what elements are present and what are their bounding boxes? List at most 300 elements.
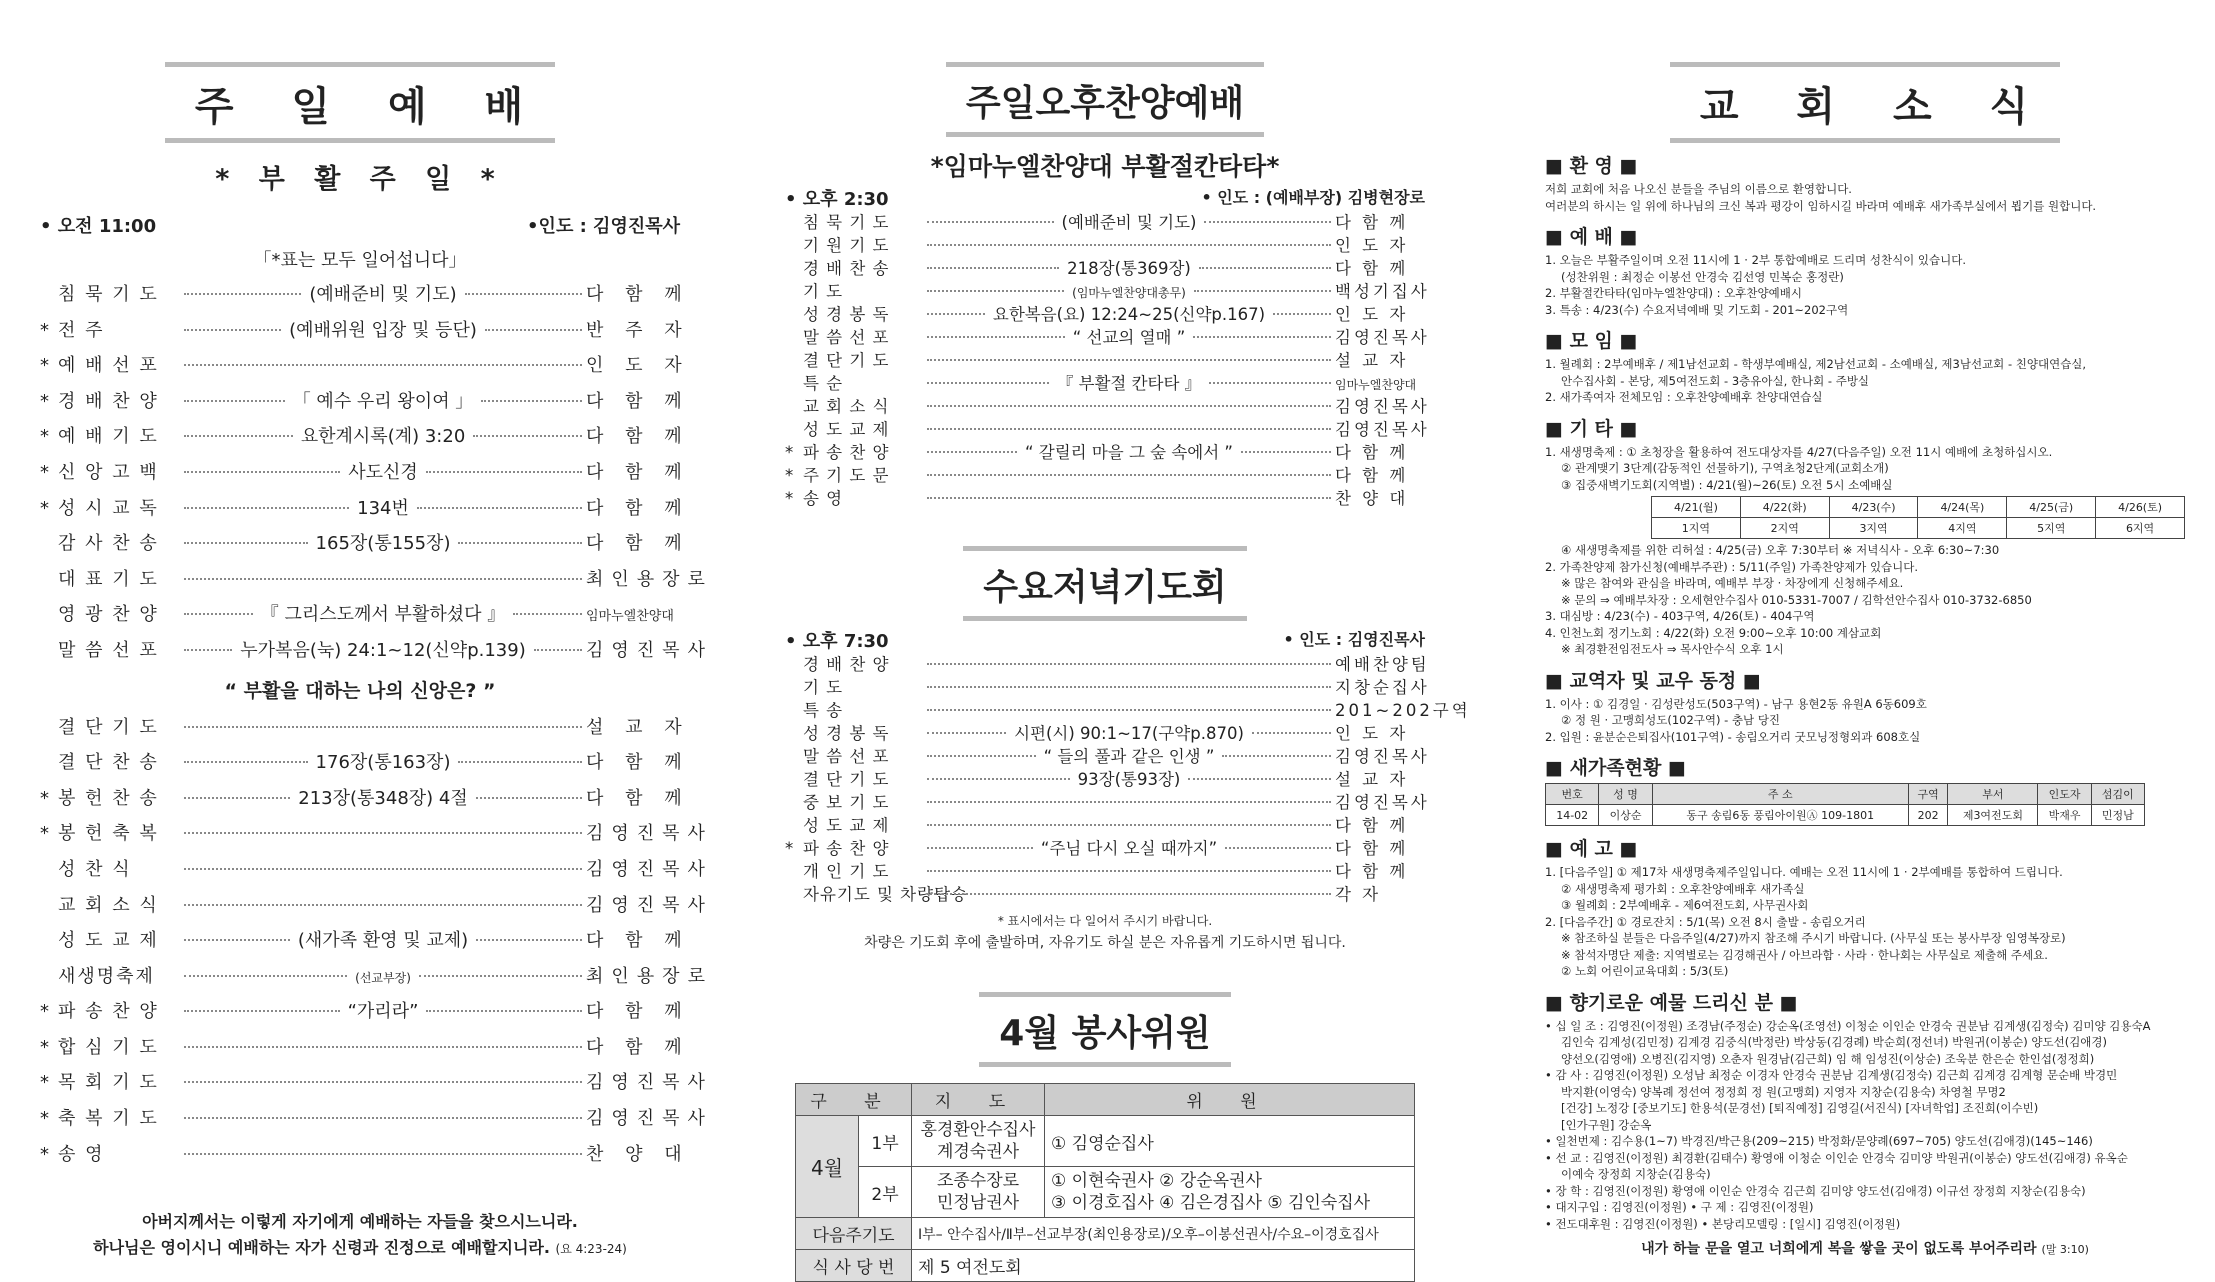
stand-note: 「*표는 모두 일어섭니다」: [253, 250, 467, 271]
order-row: [785, 766, 1425, 789]
dot-leader: [1188, 778, 1331, 780]
dawn-prayer-schedule: [1651, 496, 2185, 539]
volunteers-table: [795, 1083, 1415, 1282]
dot-leader: [465, 293, 582, 295]
notice-list: [1545, 864, 2185, 980]
newfamily-cell: 14-02: [1546, 805, 1599, 826]
news-line: ※ 참조하실 분들은 다음주일(4/27)까지 참조해 주시기 바랍니다. (사무실 또는 봉사부장 임영복장로): [1561, 931, 2066, 945]
news-line: • 전도대후원 : 김영진(이정원) • 본당리모델링 : [일시] 김영진(이정원): [1545, 1216, 1901, 1231]
dot-leader: [927, 313, 985, 315]
order-detail: (임마누엘찬양대총무): [1072, 286, 1186, 300]
schedule-day: 4/25(금): [2007, 497, 2096, 518]
order-person: 다 함 께: [1335, 466, 1409, 485]
order-person: 201~202구역: [1335, 701, 1471, 720]
order-label: 대 표 기 도: [58, 568, 159, 590]
order-label: 목 회 기 도: [58, 1072, 159, 1094]
order-row: [785, 255, 1425, 278]
news-line: ※ 참석자명단 제출: 지역별로는 김경해권사 / 아브라함 · 사라 · 한나회는 사무실로 제출해 주세요.: [1561, 947, 2048, 962]
order-detail: 165장(통155장): [315, 533, 451, 555]
standing-mark: *: [40, 426, 49, 448]
order-person: 다 함 께: [586, 1001, 690, 1023]
order-row: [785, 232, 1425, 255]
dot-leader: [927, 778, 1070, 780]
order-person: 김영진목사: [1335, 420, 1430, 439]
vol-month: 4월: [796, 1116, 859, 1218]
dot-leader: [927, 801, 1331, 803]
order-person: 설 교 자: [1335, 770, 1409, 789]
staff-heading: ■ 교역자 및 교우 동정 ■: [1545, 669, 1761, 692]
dot-leader: [184, 613, 253, 615]
schedule-day: 4/21(월): [1652, 497, 1741, 518]
dot-leader: [184, 726, 582, 728]
news-line: 이예숙 장정희 지창순(김용숙): [1561, 1167, 1711, 1181]
order-detail: 『 부활절 칸타타 』: [1056, 374, 1202, 393]
standing-mark: *: [40, 823, 49, 845]
order-person: 임마누엘찬양대: [1335, 378, 1417, 392]
order-row: [785, 324, 1430, 347]
etc-list-2: [1545, 542, 2185, 658]
wednesday-note-1: * 표시에서는 다 일어서 주시기 바랍니다.: [997, 914, 1213, 928]
sunday-header: [40, 206, 680, 240]
dot-leader: [184, 832, 582, 834]
dot-leader: [184, 507, 349, 509]
standing-mark: *: [785, 489, 794, 508]
order-row: [40, 316, 690, 352]
afternoon-header: [785, 183, 1425, 209]
order-row: [785, 674, 1430, 697]
sunday-subtitle: * 부 활 주 일 *: [215, 164, 505, 195]
order-person: 김영진목사: [586, 1108, 713, 1130]
order-person: 다 함 께: [586, 390, 690, 412]
order-row: [785, 439, 1425, 462]
worship-heading: ■ 예 배 ■: [1545, 226, 1638, 248]
order-label: 송 영: [58, 1143, 105, 1165]
verse-line-1: 아버지께서는 이렇게 자기에게 예배하는 자들을 찾으시느니라.: [142, 1212, 578, 1232]
order-row: [40, 494, 690, 530]
order-row: [40, 891, 713, 927]
order-row: [40, 962, 713, 998]
order-row: [40, 1068, 713, 1104]
news-line: [건강] 노정강 [중보기도] 한용석(문경선) [퇴직예정] 김영길(서진식) [자녀학업] 조진희(이수빈): [1561, 1101, 2039, 1115]
afternoon-order: [785, 209, 1430, 508]
dot-leader: [419, 975, 582, 977]
order-person: 각 자: [1335, 885, 1382, 904]
order-label: 자유기도 및 차량탑승: [803, 885, 968, 904]
offering-heading: ■ 향기로운 예물 드리신 분 ■: [1545, 991, 1798, 1014]
vol-head-group: 구 분: [796, 1084, 912, 1116]
news-line: 1. [다음주일] ① 제17차 새생명축제주일입니다. 예배는 오전 11시에 1 · 2부예배를 통합하여 드립니다.: [1545, 865, 2063, 879]
order-detail: (새가족 환영 및 교제): [297, 930, 469, 952]
staff-list: [1545, 696, 2185, 746]
vol-next-label: 다음주기도: [796, 1218, 912, 1250]
schedule-day: 4/23(수): [1829, 497, 1918, 518]
order-label: 예 배 기 도: [58, 426, 159, 448]
order-row: [40, 422, 690, 458]
order-label: 파 송 찬 양: [58, 1001, 159, 1023]
order-detail: 176장(통163장): [315, 752, 451, 774]
order-row: [40, 1033, 690, 1069]
dot-leader: [927, 451, 1017, 453]
wednesday-title: 수요저녁기도회: [963, 546, 1246, 621]
order-label: 중 보 기 도: [803, 793, 890, 812]
order-person: 김영진목사: [586, 823, 713, 845]
dot-leader: [1241, 451, 1331, 453]
order-detail: “ 들의 풀과 같은 인생 ”: [1043, 747, 1215, 766]
order-row: [785, 651, 1430, 674]
order-person: 찬 양 대: [586, 1143, 690, 1165]
news-column: [1545, 0, 2185, 1258]
order-label: 결 단 기 도: [803, 351, 890, 370]
news-line: • 선 교 : 김영진(이정원) 최경환(김태수) 황영애 이청순 이인순 안경숙 김미양 박원귀(이봉순) 양도선(김애경) 유옥순: [1545, 1150, 2128, 1165]
dot-leader: [927, 709, 1331, 711]
order-person: 설 교 자: [586, 716, 690, 738]
order-label: 봉 헌 축 복: [58, 823, 159, 845]
order-detail: 『 그리스도께서 부활하셨다 』: [260, 604, 506, 626]
news-title: 교 회 소 식: [1670, 62, 2060, 143]
order-row: [785, 858, 1425, 881]
standing-mark: *: [40, 1108, 49, 1130]
afternoon-time: • 오후 2:30: [785, 189, 889, 210]
order-row: [785, 370, 1425, 393]
order-row: [785, 697, 1471, 720]
order-row: [40, 636, 713, 672]
order-person: 김영진목사: [586, 1072, 713, 1094]
order-row: [40, 997, 690, 1033]
standing-mark: *: [40, 787, 49, 809]
news-line: ※ 문의 ⇒ 예배부차장 : 오세현안수집사 010-5331-7007 / 김학선안수집사 010-3732-6850: [1561, 592, 2032, 607]
dot-leader: [927, 755, 1036, 757]
schedule-day: 4/26(토): [2096, 497, 2185, 518]
dot-leader: [927, 267, 1059, 269]
news-line: 3. 대심방 : 4/23(수) - 403구역, 4/26(토) - 404구역: [1545, 609, 1815, 623]
dot-leader: [534, 649, 582, 651]
order-label: 새생명축제: [58, 965, 155, 987]
order-label: 신 앙 고 백: [58, 461, 159, 483]
wednesday-order: [785, 651, 1471, 904]
order-person: 다 함 께: [1335, 839, 1409, 858]
afternoon-leader: • 인도 : (예배부장) 김병현장로: [1201, 188, 1425, 207]
schedule-area: 2지역: [1740, 518, 1829, 539]
order-person: 최인용장로: [586, 965, 713, 987]
dot-leader: [184, 1046, 582, 1048]
dot-leader: [184, 939, 290, 941]
order-detail: 사도신경: [348, 461, 418, 483]
order-label: 봉 헌 찬 송: [58, 787, 159, 809]
order-label: 경 배 찬 양: [803, 655, 890, 674]
order-person: 다 함 께: [586, 533, 690, 555]
vol-guide-1: 홍경환안수집사 계경숙권사: [912, 1116, 1045, 1167]
newfamily-cell: 202: [1908, 805, 1947, 826]
newfamily-heading: ■ 새가족현황 ■: [1545, 757, 1686, 779]
dot-leader: [927, 732, 1006, 734]
schedule-area: 1지역: [1652, 518, 1741, 539]
news-line: 2. 가족찬양제 참가신청(예배부주관) : 5/11(주일) 가족찬양제가 있습니다.: [1545, 559, 1919, 574]
news-line: 박지환(이영숙) 양복례 정선여 정정희 정 원(고맹희) 지영자 지창순(김용숙) 차영철 무명2: [1561, 1084, 2006, 1099]
order-label: 결 단 찬 송: [58, 752, 159, 774]
etc-list-1: [1545, 444, 2185, 494]
dot-leader: [184, 542, 308, 544]
order-label: 교 회 소 식: [803, 397, 890, 416]
order-row: [785, 720, 1425, 743]
order-person: 예배찬양팀: [1335, 655, 1430, 674]
order-row: [785, 789, 1430, 812]
order-person: 다 함 께: [586, 930, 690, 952]
standing-mark: *: [785, 466, 794, 485]
dot-leader: [458, 761, 582, 763]
standing-mark: *: [40, 1143, 49, 1165]
news-line: 안수집사회 - 본당, 제5여전도회 - 3층유아실, 한나회 - 주방실: [1561, 373, 1870, 388]
order-label: 말 씀 선 포: [58, 639, 159, 661]
order-person: 김영진목사: [586, 894, 713, 916]
newfamily-cell: 박재우: [2038, 805, 2091, 826]
schedule-area: 4지역: [1918, 518, 2007, 539]
order-row: [785, 278, 1430, 301]
dot-leader: [476, 939, 582, 941]
sunday-title: 주 일 예 배: [165, 62, 555, 143]
standing-mark: *: [40, 497, 49, 519]
order-person: 찬 양 대: [1335, 489, 1409, 508]
order-detail: 「 예수 우리 왕이여 」: [292, 390, 474, 412]
welcome-heading: ■ 환 영 ■: [1545, 155, 1638, 177]
order-row: [40, 926, 690, 962]
standing-mark: *: [40, 319, 49, 341]
schedule-area: 6지역: [2096, 518, 2185, 539]
sermon-title: “ 부활을 대하는 나의 신앙은? ”: [224, 679, 496, 702]
order-row: [40, 1140, 690, 1176]
news-line: ※ 많은 참여와 관심을 바라며, 예배부 부장 · 차장에게 신청해주세요.: [1561, 576, 1904, 590]
order-person: 지창순집사: [1335, 678, 1430, 697]
order-label: 성 경 봉 독: [803, 305, 890, 324]
order-label: 기 도: [803, 678, 844, 697]
dot-leader: [184, 400, 285, 402]
newfamily-header-cell: 섬김이: [2091, 784, 2144, 805]
dot-leader: [184, 293, 301, 295]
newfamily-cell: 동구 송림6동 풍림아이원Ⓐ 109-1801: [1652, 805, 1908, 826]
dot-leader: [927, 686, 1331, 688]
sunday-leader: •인도 : 김영진목사: [527, 216, 680, 237]
order-detail: 요한복음(요) 12:24~25(신약p.167): [992, 305, 1266, 324]
vol-meal-label: 식 사 당 번: [796, 1250, 912, 1282]
standing-mark: *: [40, 1036, 49, 1058]
dot-leader: [927, 428, 1331, 430]
dot-leader: [927, 663, 1331, 665]
wednesday-leader: • 인도 : 김영진목사: [1283, 630, 1425, 649]
dot-leader: [927, 824, 1331, 826]
order-person: 다 함 께: [1335, 862, 1409, 881]
news-line: 1. 새생명축제 : ① 초청장을 활용하여 전도대상자를 4/27(다음주일) 오전 11시 예배에 초청하십시오.: [1545, 444, 2053, 459]
vol-members-1: ① 김영순집사: [1045, 1116, 1415, 1167]
order-person: 최인용장로: [586, 568, 713, 590]
news-line: 2. [다음주간] ① 경로잔치 : 5/1(목) 오전 8시 출발 - 송림오거리: [1545, 914, 1866, 929]
order-label: 침 묵 기 도: [58, 284, 159, 305]
dot-leader: [184, 578, 582, 580]
dot-leader: [417, 507, 582, 509]
vol-head-guide: 지 도: [912, 1084, 1045, 1116]
news-line: 1. 이사 : ① 김경일 · 김성란성도(503구역) - 남구 용현2동 유원A 6동609호: [1545, 696, 1927, 711]
news-line: ② 노회 어린이교육대회 : 5/3(토): [1561, 964, 1729, 978]
order-label: 파 송 찬 양: [803, 443, 890, 462]
dot-leader: [927, 244, 1331, 246]
news-line: 김인숙 김계성(김민정) 김계경 김중식(박정란) 박상동(김경례) 박순희(정선녀) 박원귀(이봉순) 양도선(김애경): [1561, 1035, 2108, 1049]
schedule-area: 3지역: [1829, 518, 1918, 539]
order-label: 성 도 교 제: [803, 816, 890, 835]
order-detail: 134번: [357, 497, 409, 519]
wednesday-header: [785, 625, 1425, 651]
welcome-line-2: 여러분의 하시는 일 위에 하나님의 크신 복과 평강이 임하시길 바라며 예배후 새가족부실에서 뵙기를 원합니다.: [1545, 198, 2097, 213]
sunday-worship-column: [40, 0, 713, 1262]
wednesday-notes: [785, 910, 1425, 954]
order-label: 송 영: [803, 489, 844, 508]
order-row: [40, 855, 713, 891]
order-person: 설 교 자: [1335, 351, 1409, 370]
vol-next-value: Ⅰ부– 안수집사/Ⅱ부–선교부장(최인용장로)/오후–이봉선권사/수요–이경호집사: [912, 1218, 1415, 1250]
order-label: 말 씀 선 포: [803, 747, 890, 766]
verse-ref: (요 4:23-24): [555, 1242, 627, 1257]
newfamily-cell: 민정남: [2091, 805, 2144, 826]
order-row: [785, 835, 1425, 858]
news-line: • 일천번제 : 김수용(1~7) 박경진/박근용(209~215) 박정화/문양례(697~705) 양도선(김애경)(145~146): [1545, 1134, 2093, 1148]
standing-mark: *: [785, 839, 794, 858]
order-row: [40, 387, 690, 423]
news-line: ② 새생명축제 평가회 : 오후찬양예배후 새가족실: [1561, 881, 1805, 896]
newfamily-table: [1545, 783, 2145, 826]
meeting-heading: ■ 모 임 ■: [1545, 330, 1638, 352]
order-label: 영 광 찬 양: [58, 604, 159, 626]
dot-leader: [1252, 732, 1331, 734]
vol-members-2: ① 이현숙권사 ② 강순옥권사 ③ 이경호집사 ④ 김은경집사 ⑤ 김인숙집사: [1045, 1167, 1415, 1218]
order-person: 임마누엘찬양대: [586, 609, 674, 625]
dot-leader: [927, 290, 1064, 292]
order-person: 다 함 께: [1335, 259, 1409, 278]
order-label: 경 배 찬 양: [58, 390, 159, 412]
sunday-order-a: [40, 280, 713, 672]
order-detail: (예배위원 입장 및 등단): [289, 319, 477, 341]
order-label: 파 송 찬 양: [803, 839, 890, 858]
order-person: 인 도 자: [1335, 236, 1409, 255]
schedule-day: 4/24(목): [1918, 497, 2007, 518]
vol-head-members: 위 원: [1045, 1084, 1415, 1116]
order-person: 다 함 께: [1335, 443, 1409, 462]
news-line: 3. 특송 : 4/23(수) 수요저녁예배 및 기도회 - 201~202구역: [1545, 302, 1849, 317]
vol-guide-2: 조종수장로 민정남권사: [912, 1167, 1045, 1218]
order-detail: “ 갈릴리 마을 그 숲 속에서 ”: [1025, 443, 1233, 462]
dot-leader: [473, 435, 582, 437]
notice-heading: ■ 예 고 ■: [1545, 838, 1638, 860]
dot-leader: [184, 761, 308, 763]
newfamily-header-cell: 구역: [1908, 784, 1947, 805]
news-line: ③ 집중새벽기도회(지역별) : 4/21(월)~26(토) 오전 5시 소예배실: [1561, 477, 1893, 492]
news-line: 4. 인천노회 정기노회 : 4/22(화) 오전 9:00~오후 10:00 계삼교회: [1545, 625, 1882, 640]
order-row: [40, 1104, 713, 1140]
order-row: [40, 600, 680, 636]
order-label: 합 심 기 도: [58, 1036, 159, 1058]
order-label: 주 기 도 문: [803, 466, 890, 485]
news-line: 1. 월례회 : 2부예배후 / 제1남선교회 - 학생부예배실, 제2남선교회 - 소예배실, 제3남선교회 - 친양대연습실,: [1545, 357, 2087, 371]
dot-leader: [927, 474, 1331, 476]
order-person: 다 함 께: [586, 426, 690, 448]
verse-line-2: 하나님은 영이시니 예배하는 자가 신령과 진정으로 예배할지니라.: [93, 1238, 550, 1258]
vol-meal-value: 제 5 여전도회: [912, 1250, 1415, 1282]
order-person: 다 함 께: [1335, 213, 1409, 232]
order-row: [40, 280, 690, 316]
news-line: ※ 최경환전임전도사 ⇒ 목사안수식 오후 1시: [1561, 642, 1784, 656]
news-line: [인가구원] 강순옥: [1561, 1117, 1652, 1132]
dot-leader: [927, 336, 1065, 338]
order-label: 성 경 봉 독: [803, 724, 890, 743]
volunteers-title: 4월 봉사위원: [979, 992, 1230, 1067]
order-person: 다 함 께: [586, 787, 690, 809]
etc-heading: ■ 기 타 ■: [1545, 417, 1638, 440]
order-detail: 시편(시) 90:1~17(구약p.870): [1014, 724, 1244, 743]
order-detail: (예배준비 및 기도): [309, 284, 457, 305]
order-person: 인 도 자: [1335, 724, 1409, 743]
order-label: 교 회 소 식: [58, 894, 159, 916]
dot-leader: [184, 435, 293, 437]
order-row: [40, 713, 690, 749]
bottom-verse: [40, 1209, 680, 1262]
order-detail: 218장(통369장): [1067, 259, 1191, 278]
order-person: 김영진목사: [1335, 328, 1430, 347]
order-person: 다 함 께: [586, 752, 690, 774]
dot-leader: [184, 364, 582, 366]
order-person: 다 함 께: [586, 497, 690, 519]
order-detail: “ 선교의 열매 ”: [1072, 328, 1186, 347]
news-line: 2. 입원 : 윤분순은퇴집사(101구역) - 송림오거리 굿모닝정형외과 608호실: [1545, 729, 1921, 744]
newfamily-header-cell: 번호: [1546, 784, 1599, 805]
news-line: 1. 오늘은 부활주일이며 오전 11시에 1 · 2부 통합예배로 드리며 성찬식이 있습니다.: [1545, 253, 1967, 267]
order-label: 성 도 교 제: [58, 930, 159, 952]
order-row: [785, 485, 1425, 508]
dot-leader: [184, 471, 340, 473]
schedule-day: 4/22(화): [1740, 497, 1829, 518]
welcome-line-1: 저희 교회에 처음 나오신 분들을 주님의 이름으로 환영합니다.: [1545, 182, 1852, 196]
middle-column: [785, 0, 1471, 1282]
dot-leader: [184, 649, 232, 651]
standing-mark: *: [40, 1072, 49, 1094]
newfamily-header-cell: 인도자: [2038, 784, 2091, 805]
newfamily-cell: 이상순: [1599, 805, 1652, 826]
dot-leader: [1193, 336, 1331, 338]
dot-leader: [184, 797, 290, 799]
dot-leader: [184, 868, 582, 870]
afternoon-title: 주일오후찬양예배: [946, 62, 1264, 137]
dot-leader: [927, 893, 1331, 895]
order-row: [785, 301, 1425, 324]
order-label: 축 복 기 도: [58, 1108, 159, 1130]
order-row: [785, 209, 1425, 232]
order-row: [40, 529, 690, 565]
order-label: 경 배 찬 송: [803, 259, 890, 278]
dot-leader: [927, 405, 1331, 407]
dot-leader: [458, 542, 582, 544]
sunday-order-b: [40, 713, 713, 1176]
order-person: 인 도 자: [1335, 305, 1409, 324]
news-line: (성찬위원 : 최정순 이봉선 안경숙 김선영 민복순 홍정란): [1561, 269, 1844, 284]
order-label: 특 순: [803, 374, 844, 393]
dot-leader: [476, 797, 582, 799]
vol-part-2: 2부: [859, 1167, 912, 1218]
news-line: • 장 학 : 김영진(이정원) 황영애 이인순 안경숙 김근희 김미양 양도선(김애경) 이규선 장정희 지창순(김용숙): [1545, 1183, 2086, 1198]
order-person: 김영진목사: [586, 858, 713, 880]
order-label: 기 원 기 도: [803, 236, 890, 255]
order-label: 성 찬 식: [58, 858, 132, 880]
order-detail: “가리라”: [347, 1001, 419, 1023]
sunday-time: • 오전 11:00: [40, 216, 157, 237]
standing-mark: *: [40, 461, 49, 483]
order-row: [40, 351, 690, 387]
order-detail: (예배준비 및 기도): [1061, 213, 1197, 232]
order-person: 김영진목사: [586, 639, 713, 661]
